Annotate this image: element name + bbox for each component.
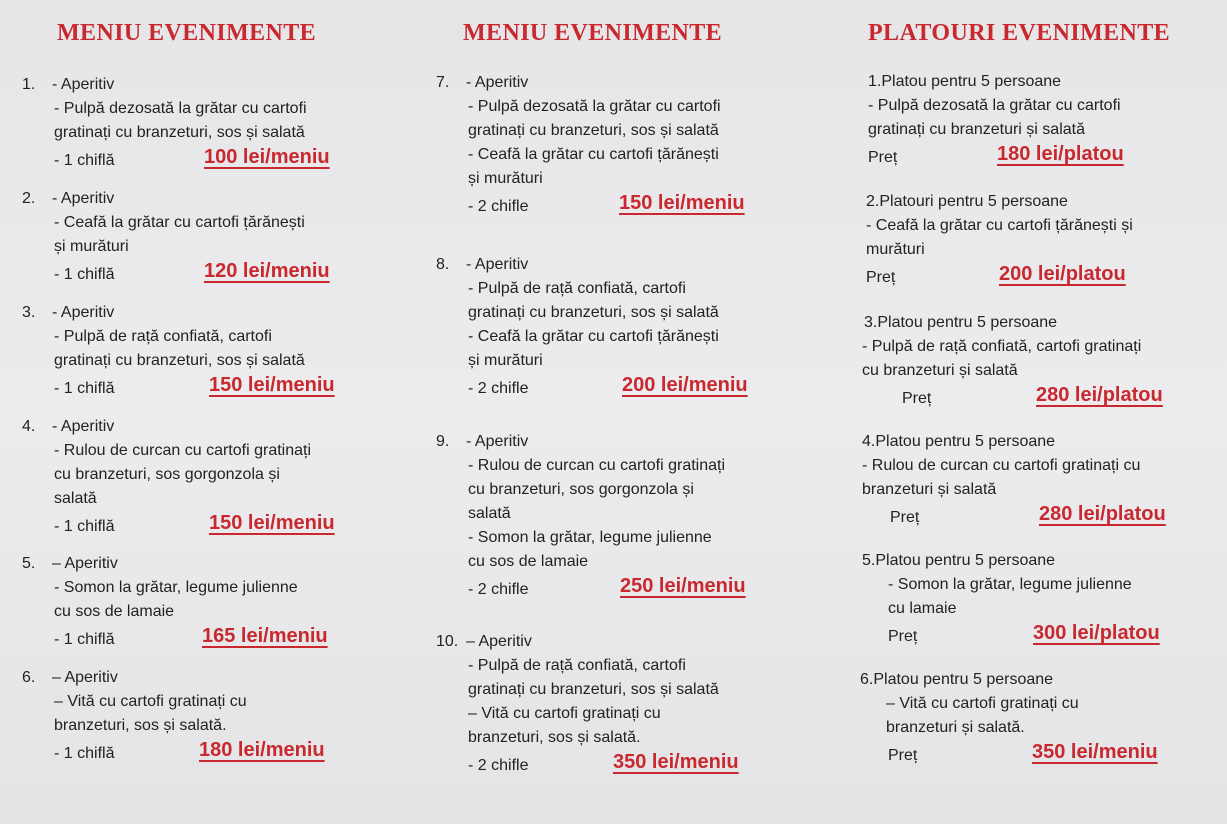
price-line bbox=[436, 750, 831, 780]
item-line: 3.Platou pentru 5 persoane bbox=[864, 314, 1058, 331]
price-line bbox=[22, 145, 412, 175]
item-line: 4.Platou pentru 5 persoane bbox=[862, 433, 1056, 450]
item-line: - Somon la grătar, legume julienne bbox=[468, 529, 712, 546]
item-line: gratinați cu branzeturi, sos și salată bbox=[468, 304, 719, 321]
item-number: 9. bbox=[436, 433, 450, 450]
price: 150 lei/meniu bbox=[209, 374, 335, 396]
menu-item bbox=[22, 666, 412, 768]
item-line: - Ceafă la grătar cu cartofi țărănești bbox=[468, 328, 719, 345]
menu-item bbox=[22, 415, 412, 541]
item-text: - Aperitiv bbox=[466, 256, 529, 273]
item-text: - Aperitiv bbox=[52, 418, 115, 435]
bread-rolls: - 1 chiflă bbox=[54, 518, 115, 535]
item-line: - Pulpă dezosată la grătar cu cartofi bbox=[468, 98, 721, 115]
item-line: și murături bbox=[54, 238, 129, 255]
bread-rolls: - 2 chifle bbox=[468, 581, 529, 598]
item-line: gratinați cu branzeturi, sos și salată bbox=[54, 124, 305, 141]
price-line bbox=[22, 738, 412, 768]
item-line: și murături bbox=[468, 352, 543, 369]
column-title: MENIU EVENIMENTE bbox=[57, 20, 317, 46]
menu-column-1 bbox=[22, 0, 412, 824]
bread-rolls: - 2 chifle bbox=[468, 757, 529, 774]
item-line: gratinați cu branzeturi și salată bbox=[868, 121, 1085, 138]
item-line: - Somon la grătar, legume julienne bbox=[888, 576, 1132, 593]
price-label: Preț bbox=[866, 269, 896, 286]
platter-item bbox=[858, 430, 1226, 532]
price: 350 lei/meniu bbox=[1032, 741, 1158, 763]
platter-item bbox=[858, 70, 1226, 172]
item-number: 1. bbox=[22, 76, 36, 93]
item-line: 6.Platou pentru 5 persoane bbox=[860, 671, 1054, 688]
item-line: branzeturi și salată bbox=[862, 481, 997, 498]
item-line: branzeturi, sos și salată. bbox=[54, 717, 227, 734]
price: 120 lei/meniu bbox=[204, 260, 330, 282]
item-text: - Aperitiv bbox=[52, 76, 115, 93]
item-line: - Ceafă la grătar cu cartofi țărănești bbox=[468, 146, 719, 163]
price-line bbox=[858, 262, 1226, 292]
item-line: - Rulou de curcan cu cartofi gratinați bbox=[54, 442, 312, 459]
price: 150 lei/meniu bbox=[209, 512, 335, 534]
item-line bbox=[436, 430, 831, 454]
price: 200 lei/platou bbox=[999, 263, 1126, 285]
item-number: 4. bbox=[22, 418, 36, 435]
item-line: 2.Platouri pentru 5 persoane bbox=[866, 193, 1068, 210]
item-number: 8. bbox=[436, 256, 450, 273]
item-text: - Aperitiv bbox=[52, 304, 115, 321]
item-line: salată bbox=[468, 505, 511, 522]
menu-item bbox=[22, 552, 412, 654]
bread-rolls: - 1 chiflă bbox=[54, 266, 115, 283]
item-line: gratinați cu branzeturi, sos și salată bbox=[468, 681, 719, 698]
menu-item bbox=[436, 630, 831, 780]
price-line bbox=[858, 740, 1226, 770]
price: 280 lei/platou bbox=[1039, 503, 1166, 525]
menu-item bbox=[22, 73, 412, 175]
price: 200 lei/meniu bbox=[622, 374, 748, 396]
item-line: – Vită cu cartofi gratinați cu bbox=[886, 695, 1079, 712]
item-number: 7. bbox=[436, 74, 450, 91]
item-line: și murături bbox=[468, 170, 543, 187]
bread-rolls: - 1 chiflă bbox=[54, 631, 115, 648]
price-line bbox=[858, 383, 1226, 413]
item-line: – Vită cu cartofi gratinați cu bbox=[468, 705, 661, 722]
item-line: branzeturi și salată. bbox=[886, 719, 1025, 736]
price: 150 lei/meniu bbox=[619, 192, 745, 214]
price: 350 lei/meniu bbox=[613, 751, 739, 773]
item-line bbox=[436, 71, 831, 95]
item-number: 2. bbox=[22, 190, 36, 207]
price: 250 lei/meniu bbox=[620, 575, 746, 597]
item-line: - Somon la grătar, legume julienne bbox=[54, 579, 298, 596]
menu-item bbox=[436, 71, 831, 221]
bread-rolls: - 1 chiflă bbox=[54, 380, 115, 397]
bread-rolls: - 1 chiflă bbox=[54, 152, 115, 169]
item-line bbox=[22, 552, 412, 576]
item-text: - Aperitiv bbox=[466, 74, 529, 91]
bread-rolls: - 2 chifle bbox=[468, 198, 529, 215]
price-label: Preț bbox=[888, 628, 918, 645]
item-text: – Aperitiv bbox=[52, 669, 118, 686]
price: 300 lei/platou bbox=[1033, 622, 1160, 644]
item-line bbox=[22, 301, 412, 325]
price-label: Preț bbox=[888, 747, 918, 764]
item-number: 3. bbox=[22, 304, 36, 321]
price-label: Preț bbox=[868, 149, 898, 166]
menu-item bbox=[22, 187, 412, 289]
item-line bbox=[22, 415, 412, 439]
price: 280 lei/platou bbox=[1036, 384, 1163, 406]
item-line: murături bbox=[866, 241, 925, 258]
price-label: Preț bbox=[890, 509, 920, 526]
item-line: salată bbox=[54, 490, 97, 507]
menu-item bbox=[436, 253, 831, 403]
item-line: 1.Platou pentru 5 persoane bbox=[868, 73, 1062, 90]
item-line: - Pulpă de rață confiată, cartofi bbox=[468, 657, 686, 674]
item-line: - Pulpă dezosată la grătar cu cartofi bbox=[54, 100, 307, 117]
item-line: – Vită cu cartofi gratinați cu bbox=[54, 693, 247, 710]
price-line bbox=[22, 373, 412, 403]
price-line bbox=[436, 191, 831, 221]
item-line: cu branzeturi și salată bbox=[862, 362, 1018, 379]
platter-item bbox=[858, 549, 1226, 651]
price: 180 lei/meniu bbox=[199, 739, 325, 761]
platters-column bbox=[858, 0, 1226, 824]
item-line bbox=[22, 73, 412, 97]
column-title: MENIU EVENIMENTE bbox=[463, 20, 723, 46]
menu-item bbox=[22, 301, 412, 403]
column-title: PLATOURI EVENIMENTE bbox=[868, 20, 1171, 46]
platter-item bbox=[858, 311, 1226, 413]
price-line bbox=[22, 259, 412, 289]
item-line: cu lamaie bbox=[888, 600, 957, 617]
item-line: cu branzeturi, sos gorgonzola și bbox=[468, 481, 694, 498]
price-line bbox=[22, 511, 412, 541]
item-line: - Ceafă la grătar cu cartofi țărănești bbox=[54, 214, 305, 231]
item-line: - Pulpă de rață confiată, cartofi bbox=[54, 328, 272, 345]
item-line: gratinați cu branzeturi, sos și salată bbox=[468, 122, 719, 139]
item-line: - Ceafă la grătar cu cartofi țărănești și bbox=[866, 217, 1133, 234]
item-line: cu branzeturi, sos gorgonzola și bbox=[54, 466, 280, 483]
item-line: cu sos de lamaie bbox=[468, 553, 589, 570]
item-line: - Pulpă dezosată la grătar cu cartofi bbox=[868, 97, 1121, 114]
item-line: - Rulou de curcan cu cartofi gratinați bbox=[468, 457, 726, 474]
item-line: gratinați cu branzeturi, sos și salată bbox=[54, 352, 305, 369]
item-line: - Pulpă de rață confiată, cartofi bbox=[468, 280, 686, 297]
item-number: 10. bbox=[436, 633, 459, 650]
price-line bbox=[858, 142, 1226, 172]
item-line: - Rulou de curcan cu cartofi gratinați cu bbox=[862, 457, 1141, 474]
item-text: - Aperitiv bbox=[466, 433, 529, 450]
item-number: 5. bbox=[22, 555, 36, 572]
bread-rolls: - 1 chiflă bbox=[54, 745, 115, 762]
price-line bbox=[858, 621, 1226, 651]
price: 165 lei/meniu bbox=[202, 625, 328, 647]
item-line bbox=[436, 253, 831, 277]
platter-item bbox=[858, 668, 1226, 770]
menu-item bbox=[436, 430, 831, 604]
item-text: - Aperitiv bbox=[52, 190, 115, 207]
item-line: - Pulpă de rață confiată, cartofi gratinați bbox=[862, 338, 1142, 355]
price-line bbox=[436, 373, 831, 403]
price-line bbox=[858, 502, 1226, 532]
item-line: cu sos de lamaie bbox=[54, 603, 175, 620]
item-line bbox=[22, 666, 412, 690]
platter-item bbox=[858, 190, 1226, 292]
item-number: 6. bbox=[22, 669, 36, 686]
item-line: 5.Platou pentru 5 persoane bbox=[862, 552, 1056, 569]
price-label: Preț bbox=[902, 390, 932, 407]
menu-column-2 bbox=[436, 0, 831, 824]
item-text: – Aperitiv bbox=[466, 633, 532, 650]
price-line bbox=[436, 574, 831, 604]
item-line: branzeturi, sos și salată. bbox=[468, 729, 641, 746]
price: 180 lei/platou bbox=[997, 143, 1124, 165]
price: 100 lei/meniu bbox=[204, 146, 330, 168]
item-line bbox=[22, 187, 412, 211]
bread-rolls: - 2 chifle bbox=[468, 380, 529, 397]
item-line bbox=[436, 630, 831, 654]
item-text: – Aperitiv bbox=[52, 555, 118, 572]
price-line bbox=[22, 624, 412, 654]
